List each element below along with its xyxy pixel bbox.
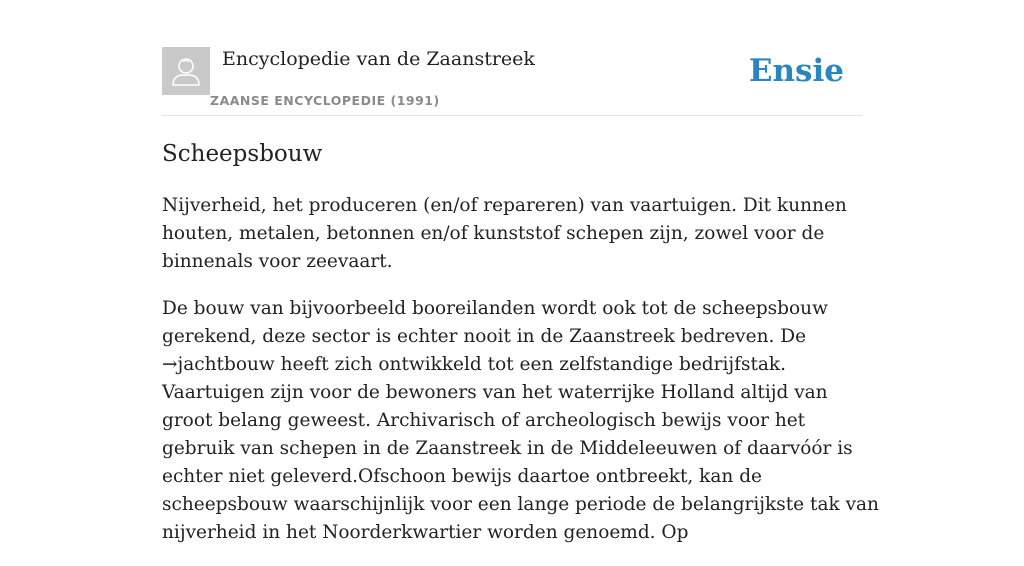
- source-header: [162, 47, 862, 116]
- paragraph-text: De bouw van bijvoorbeeld booreilanden wordt ook tot de scheepsbouw gerekend, deze sector is echter nooit in de Zaanstreek bedreven. De: [162, 298, 828, 347]
- source-subtitle: ZAANSE ENCYCLOPEDIE (1991): [210, 93, 440, 108]
- brand-logo[interactable]: Ensie: [748, 53, 844, 89]
- paragraph-text: heeft zich ontwikkeld tot een zelfstandige bedrijfstak. Vaartuigen zijn voor de bewoners van het waterrijke Holland altijd van groot belang geweest. Archivarisch of archeologisch bewijs voor het gebruik van schepen in de Zaanstreek in de Middeleeuwen of daarvóór is echter niet geleverd.Ofschoon bewijs daartoe ontbreekt, kan de scheepsbouw waarschijnlijk voor een lange periode de belangrijkste tak van nijverheid in het Noorderkwartier worden genoemd. Op: [162, 354, 879, 543]
- user-avatar-icon[interactable]: [162, 47, 210, 95]
- article-title: Scheepsbouw: [162, 141, 323, 167]
- jachtbouw-link[interactable]: →jachtbouw: [162, 354, 275, 375]
- article-paragraph: Nijverheid, het produceren (en/of repareren) van vaartuigen. Dit kunnen houten, metalen, betonnen en/of kunststof schepen zijn, zowel voor de binnenals voor zeevaart.: [162, 195, 847, 272]
- article-body: [162, 192, 882, 566]
- article-paragraph: [162, 295, 882, 547]
- source-title[interactable]: Encyclopedie van de Zaanstreek: [222, 48, 535, 70]
